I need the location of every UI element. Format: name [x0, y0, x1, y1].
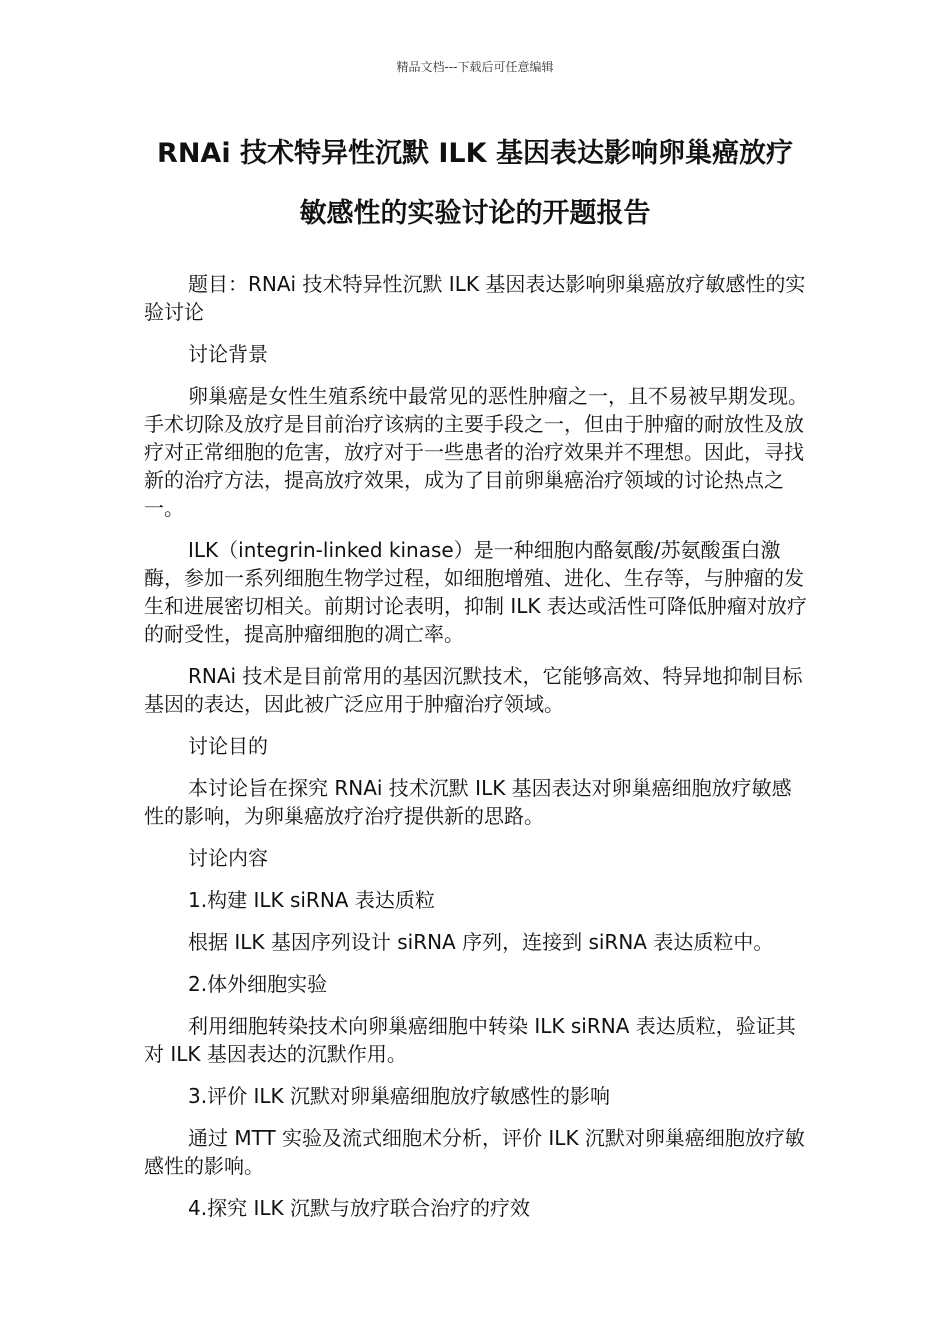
content-item-2-heading: 2.体外细胞实验	[188, 972, 328, 996]
title-line-1: RNAi 技术特异性沉默 ILK 基因表达影响卵巢癌放疗	[157, 138, 793, 169]
section-heading-content: 讨论内容	[188, 846, 268, 870]
section-heading-purpose: 讨论目的	[188, 734, 268, 758]
content-item-1-text: 根据 ILK 基因序列设计 siRNA 序列，连接到 siRNA 表达质粒中。	[188, 930, 774, 954]
content-item-3-text: 通过 MTT 实验及流式细胞术分析，评价 ILK 沉默对卵巢癌细胞放疗敏感性的影响。	[144, 1126, 805, 1178]
content-item-4-heading: 4.探究 ILK 沉默与放疗联合治疗的疗效	[188, 1196, 530, 1220]
paragraph-background-2: ILK（integrin-linked kinase）是一种细胞内酪氨酸/苏氨酸蛋白激酶，参加一系列细胞生物学过程，如细胞增殖、进化、生存等，与肿瘤的发生和进展密切相关。前期讨论表明，抑制 ILK 表达或活性可降低肿瘤对放疗的耐受性，提高肿瘤细胞的凋亡率。	[144, 538, 807, 646]
content-item-1-heading: 1.构建 ILK siRNA 表达质粒	[188, 888, 435, 912]
title-line-2: 敏感性的实验讨论的开题报告	[299, 198, 651, 229]
paragraph-purpose: 本讨论旨在探究 RNAi 技术沉默 ILK 基因表达对卵巢癌细胞放疗敏感性的影响，为卵巢癌放疗治疗提供新的思路。	[144, 776, 792, 828]
section-heading-background: 讨论背景	[188, 342, 268, 366]
paragraph-topic: 题目：RNAi 技术特异性沉默 ILK 基因表达影响卵巢癌放疗敏感性的实验讨论	[144, 272, 806, 324]
paragraph-background-3: RNAi 技术是目前常用的基因沉默技术，它能够高效、特异地抑制目标基因的表达，因此被广泛应用于肿瘤治疗领域。	[144, 664, 803, 716]
document-body	[144, 270, 809, 1236]
header-note: 精品文档---下载后可任意编辑	[396, 60, 554, 74]
content-item-3-heading: 3.评价 ILK 沉默对卵巢癌细胞放疗敏感性的影响	[188, 1084, 610, 1108]
paragraph-background-1: 卵巢癌是女性生殖系统中最常见的恶性肿瘤之一，且不易被早期发现。手术切除及放疗是目前治疗该病的主要手段之一，但由于肿瘤的耐放性及放疗对正常细胞的危害，放疗对于一些患者的治疗效果并不理想。因此，寻找新的治疗方法，提高放疗效果，成为了目前卵巢癌治疗领域的讨论热点之一。	[144, 384, 808, 520]
document-title	[120, 124, 830, 244]
content-item-2-text: 利用细胞转染技术向卵巢癌细胞中转染 ILK siRNA 表达质粒，验证其对 ILK 基因表达的沉默作用。	[144, 1014, 796, 1066]
